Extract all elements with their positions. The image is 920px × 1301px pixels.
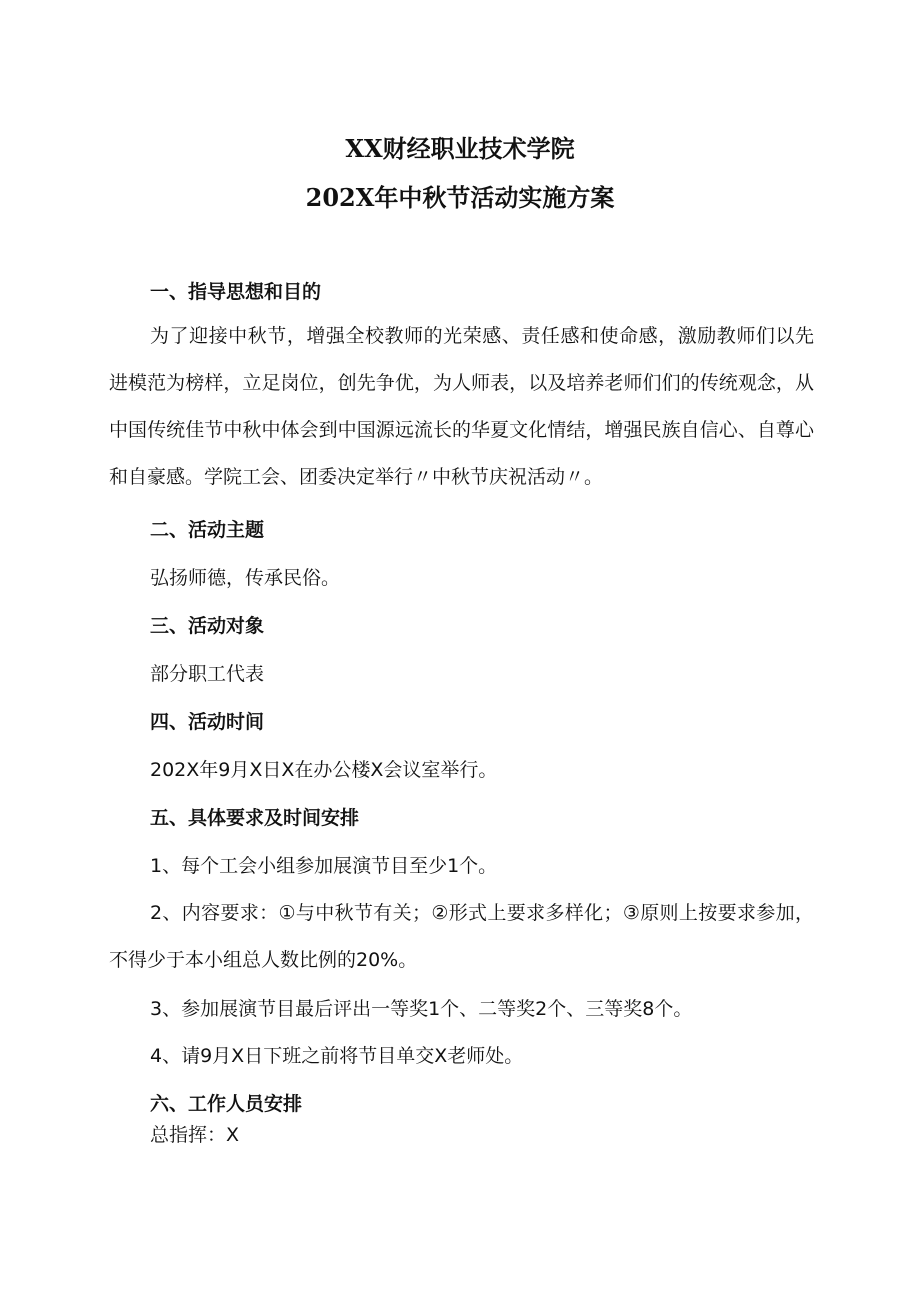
section-heading-guiding-thought: 一、指导思想和目的 (150, 281, 322, 303)
list-item: 1、每个工会小组参加展演节目至少1个。 (150, 855, 498, 877)
section-paragraph-theme: 弘扬师德，传承民俗。 (150, 567, 341, 589)
section-paragraph-time: 202X年9月X日X在办公楼X会议室举行。 (150, 759, 498, 781)
document-title-plan: 202X年中秋节活动实施方案 (305, 183, 615, 212)
list-item: 3、参加展演节目最后评出一等奖1个、二等奖2个、三等奖8个。 (150, 998, 693, 1020)
section-heading-requirements: 五、具体要求及时间安排 (150, 807, 360, 829)
section-heading-audience: 三、活动对象 (150, 615, 265, 637)
section-heading-time: 四、活动时间 (150, 711, 265, 733)
list-item: 2、内容要求：①与中秋节有关；②形式上要求多样化；③原则上按要求参加，不得少于本小组总人数比例的20%。 (109, 902, 814, 971)
section-paragraph-audience: 部分职工代表 (150, 663, 265, 685)
document-title-institution: XX财经职业技术学院 (345, 134, 575, 163)
section-paragraph-guiding-thought: 为了迎接中秋节，增强全校教师的光荣感、责任感和使命感，激励教师们以先进模范为榜样，立足岗位，创先争优，为人师表，以及培养老师们们的传统观念，从中国传统佳节中秋中体会到中国源远流长的华夏文化情结，增强民族自信心、自尊心和自豪感。学院工会、团委决定举行〃中秋节庆祝活动〃。 (109, 325, 814, 488)
section-heading-staff: 六、工作人员安排 (150, 1093, 303, 1115)
section-heading-theme: 二、活动主题 (150, 519, 265, 541)
list-item: 4、请9月X日下班之前将节目单交X老师处。 (150, 1045, 524, 1067)
section-paragraph-staff: 总指挥：X (150, 1124, 240, 1146)
